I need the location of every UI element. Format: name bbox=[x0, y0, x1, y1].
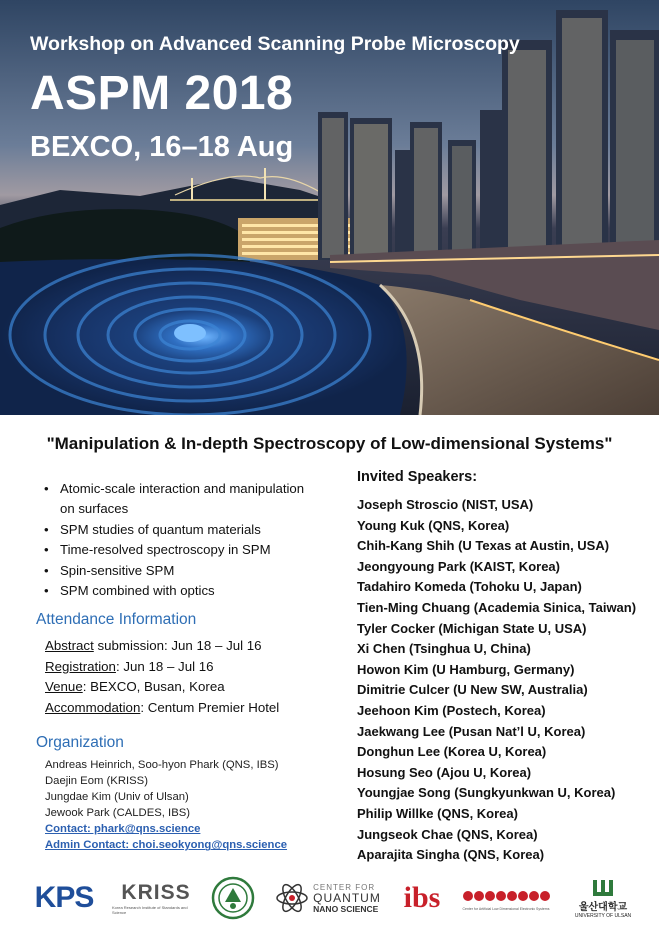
speakers-list bbox=[357, 495, 636, 866]
abstract-label: Abstract bbox=[45, 638, 94, 653]
atom-icon bbox=[275, 881, 309, 915]
list-item: Tyler Cocker (Michigan State U, USA) bbox=[357, 620, 587, 636]
attendance-row bbox=[45, 636, 279, 657]
registration-value: : Jun 18 – Jul 16 bbox=[115, 658, 214, 674]
attendance-heading: Attendance Information bbox=[36, 611, 197, 628]
list-item: • SPM studies of quantum materials bbox=[44, 520, 314, 540]
kriss-logo: KRISS Korea Research Institute of Standards and Science bbox=[112, 881, 191, 915]
organizer-row: Andreas Heinrich, Soo-hyon Phark (QNS, IBS) bbox=[45, 759, 279, 771]
list-item: Youngjae Song (Sungkyunkwan U, Korea) bbox=[357, 785, 616, 801]
list-item: Joseph Stroscio (NIST, USA) bbox=[357, 497, 534, 512]
list-item: • Atomic-scale interaction and manipulation on surfaces bbox=[44, 479, 314, 519]
qns-logo: CENTER FOR QUANTUM NANO SCIENCE bbox=[266, 872, 390, 924]
hero-banner bbox=[0, 0, 659, 415]
caldes-dots-icon bbox=[460, 885, 552, 907]
list-item: Jeehoon Kim (Postech, Korea) bbox=[357, 702, 546, 718]
list-item: Philip Willke (QNS, Korea) bbox=[357, 805, 518, 821]
event-title: ASPM 2018 bbox=[30, 67, 294, 120]
list-item: Aparajita Singha (QNS, Korea) bbox=[357, 847, 545, 863]
workshop-theme: "Manipulation & In-depth Spectroscopy of Low-dimensional Systems" bbox=[46, 434, 613, 453]
organizer-row: Jewook Park (CALDES, IBS) bbox=[45, 807, 191, 820]
list-item: Dimitrie Culcer (U New SW, Australia) bbox=[357, 682, 588, 698]
list-item: Howon Kim (U Hamburg, Germany) bbox=[357, 661, 575, 677]
list-item: Jeongyoung Park (KAIST, Korea) bbox=[357, 558, 560, 574]
attendance-info bbox=[45, 636, 279, 718]
list-item: Chih-Kang Shih (U Texas at Austin, USA) bbox=[357, 538, 610, 554]
list-item: Jungseok Chae (QNS, Korea) bbox=[357, 826, 538, 842]
workshop-subtitle: Workshop on Advanced Scanning Probe Microscopy bbox=[30, 33, 520, 55]
list-item: Donghun Lee (Korea U, Korea) bbox=[357, 744, 547, 760]
caldes-logo: Center for Artificial Low Dimensional Electronic Systems bbox=[458, 872, 554, 924]
list-item: Tien-Ming Chuang (Academia Sinica, Taiwan) bbox=[357, 599, 637, 615]
accommodation-label: Accommodation bbox=[45, 699, 141, 715]
topics-list bbox=[44, 479, 314, 602]
attendance-row bbox=[45, 698, 279, 719]
list-item: Young Kuk (QNS, Korea) bbox=[357, 517, 510, 533]
registration-label: Registration bbox=[45, 658, 116, 674]
event-venue-date: BEXCO, 16–18 Aug bbox=[30, 131, 294, 163]
venue-value: : BEXCO, Busan, Korea bbox=[82, 679, 225, 694]
admin-contact-email-link[interactable]: Admin Contact: choi.seokyong@qns.science bbox=[45, 839, 288, 852]
accommodation-value: : Centum Premier Hotel bbox=[140, 699, 280, 715]
list-item: Hosung Seo (Ajou U, Korea) bbox=[357, 764, 532, 780]
organizer-row: Jungdae Kim (Univ of Ulsan) bbox=[45, 791, 189, 804]
ulsan-emblem-icon bbox=[591, 878, 615, 898]
organization-heading: Organization bbox=[36, 734, 124, 751]
contact-email-link[interactable]: Contact: phark@qns.science bbox=[45, 823, 201, 836]
sponsor-logos bbox=[0, 872, 659, 928]
city-night-photo bbox=[0, 0, 659, 415]
list-item: • Time-resolved spectroscopy in SPM bbox=[44, 540, 314, 560]
list-item: • SPM combined with optics bbox=[44, 581, 314, 601]
university-seal-logo bbox=[210, 872, 256, 924]
abstract-value: submission: Jun 18 – Jul 16 bbox=[93, 638, 262, 653]
list-item: Xi Chen (Tsinghua U, China) bbox=[357, 641, 531, 657]
attendance-row bbox=[45, 657, 279, 678]
organizer-row: Daejin Eom (KRISS) bbox=[45, 775, 148, 788]
list-item: Jaekwang Lee (Pusan Nat’l U, Korea) bbox=[357, 723, 586, 739]
venue-label: Venue bbox=[45, 679, 83, 694]
seal-icon bbox=[211, 876, 255, 920]
list-item: • Spin-sensitive SPM bbox=[44, 561, 314, 581]
attendance-row bbox=[45, 677, 279, 698]
kps-logo: KPS bbox=[34, 881, 94, 914]
list-item: Tadahiro Komeda (Tohoku U, Japan) bbox=[357, 579, 582, 595]
ibs-logo: ibs bbox=[403, 881, 441, 914]
invited-speakers-heading: Invited Speakers: bbox=[357, 469, 478, 485]
ulsan-logo: 울산대학교 UNIVERSITY OF ULSAN bbox=[568, 872, 638, 924]
organization-info bbox=[45, 757, 287, 854]
